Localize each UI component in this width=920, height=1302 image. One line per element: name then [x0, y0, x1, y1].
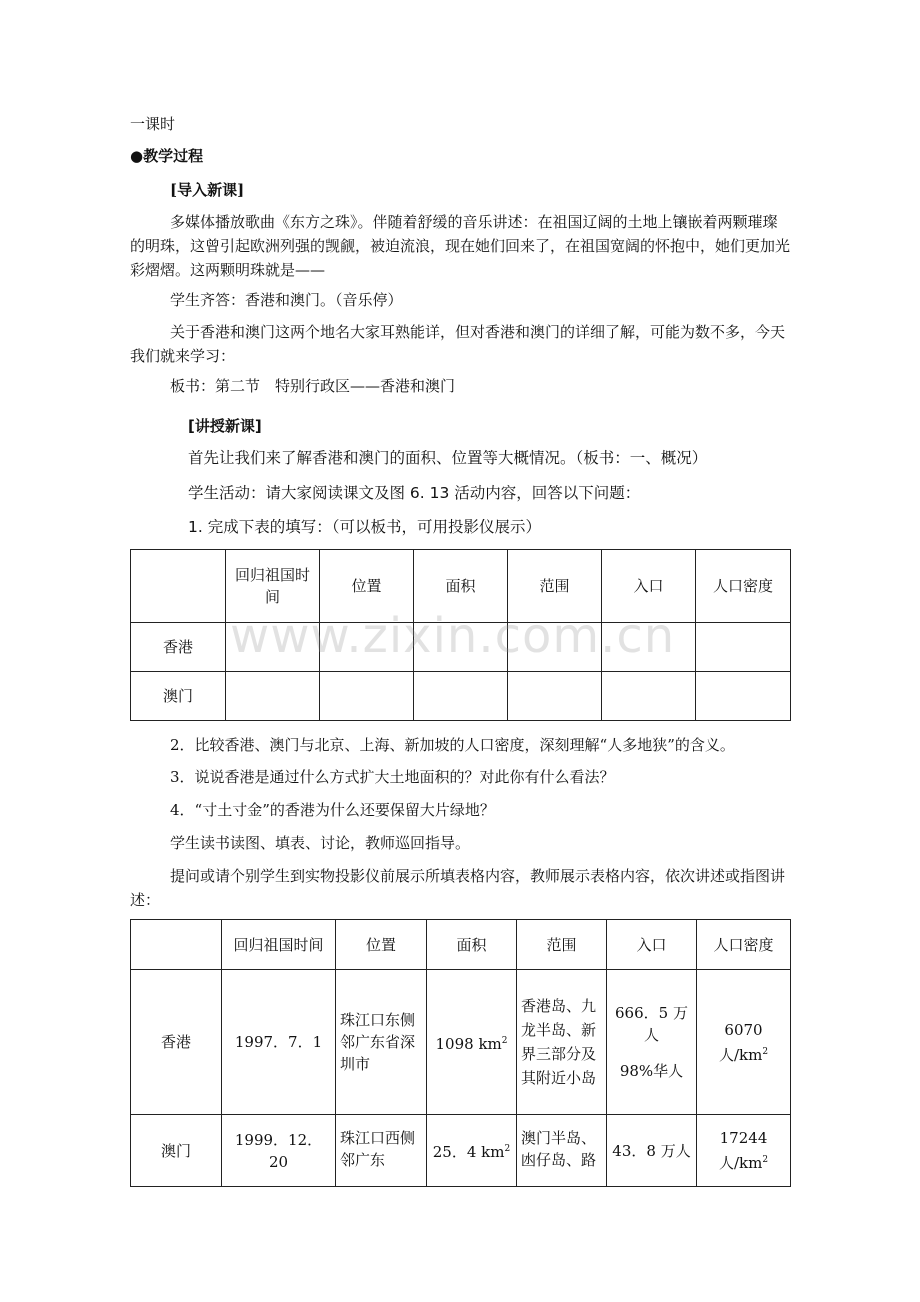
area-value: 25．4 km [432, 1143, 505, 1161]
table-header-cell [131, 920, 222, 970]
table-header-cell: 人口密度 [697, 920, 791, 970]
empty-cell [414, 623, 508, 672]
table-row-macau [131, 1115, 791, 1187]
lesson-paragraph-2: 学生活动：请大家阅读课文及图 6. 13 活动内容，回答以下问题： [188, 484, 641, 502]
empty-cell [508, 623, 602, 672]
intro-paragraph-2: 学生齐答：香港和澳门。（音乐停） [170, 291, 403, 309]
area-cell [427, 1115, 517, 1187]
empty-cell [226, 672, 320, 721]
intro-tag: [导入新课] [170, 181, 245, 199]
return-date-cell: 1997．7．1 [222, 970, 336, 1115]
superscript: 2 [504, 1144, 511, 1154]
scope-cell: 香港岛、九龙半岛、新界三部分及其附近小岛 [517, 970, 607, 1115]
table-header-cell: 人口密度 [696, 550, 791, 623]
filled-table [130, 919, 791, 1187]
empty-cell [414, 672, 508, 721]
empty-cell [602, 672, 696, 721]
table-header-cell: 回归祖国时间 [226, 550, 320, 623]
table-header-cell: 入口 [602, 550, 696, 623]
density-value: 6070 人/km [718, 1020, 763, 1064]
table-header-cell: 范围 [508, 550, 602, 623]
table-header-cell: 位置 [320, 550, 414, 623]
table-header-row [131, 550, 791, 623]
population-cell: 43．8 万人 [607, 1115, 697, 1187]
table-header-row [131, 920, 791, 970]
table-header-cell: 入口 [607, 920, 697, 970]
density-cell [697, 1115, 791, 1187]
density-cell [697, 970, 791, 1115]
intro-paragraph-1: 多媒体播放歌曲《东方之珠》。伴随着舒缓的音乐讲述：在祖国辽阔的土地上镶嵌着两颗璀璨的明珠，这曾引起欧洲列强的觊觎，被迫流浪，现在她们回来了，在祖国宽阔的怀抱中，她们更加光彩熠熠。这两颗明珠就是—— [130, 213, 791, 279]
superscript: 2 [501, 1035, 508, 1046]
density-value: 17244 人/km [718, 1129, 768, 1172]
table-row [131, 672, 791, 721]
population-note: 98%华人 [619, 1062, 684, 1080]
table-row [131, 623, 791, 672]
empty-cell [696, 623, 791, 672]
student-activity: 学生读书读图、填表、讨论，教师巡回指导。 [170, 834, 471, 852]
lesson-count: 一课时 [130, 115, 176, 133]
empty-cell [226, 623, 320, 672]
empty-cell [320, 623, 414, 672]
empty-cell [320, 672, 414, 721]
blackboard-title: 板书：第二节 特别行政区——香港和澳门 [170, 377, 456, 395]
table-header-cell: 范围 [517, 920, 607, 970]
row-label: 香港 [131, 970, 222, 1115]
lesson-tag: [讲授新课] [188, 417, 262, 435]
empty-cell [602, 623, 696, 672]
superscript: 2 [762, 1155, 769, 1165]
lesson-paragraph-3: 1. 完成下表的填写：（可以板书，可用投影仪展示） [188, 518, 541, 536]
table-header-cell: 面积 [414, 550, 508, 623]
table-header-cell: 面积 [427, 920, 517, 970]
population-value: 666．5 万人 [615, 1004, 688, 1044]
row-label: 澳门 [131, 672, 226, 721]
watermark: www.zixin.com.cn [230, 608, 676, 664]
row-label: 澳门 [131, 1115, 222, 1187]
location-cell: 珠江口西侧邻广东 [336, 1115, 427, 1187]
area-value: 1098 km [435, 1034, 502, 1053]
table-header-cell: 位置 [336, 920, 427, 970]
intro-paragraph-3: 关于香港和澳门这两个地名大家耳熟能详，但对香港和澳门的详细了解，可能为数不多，今天我们就来学习： [130, 323, 786, 365]
row-label: 香港 [131, 623, 226, 672]
area-cell [427, 970, 517, 1115]
blank-table [130, 549, 791, 721]
question-2: 2．比较香港、澳门与北京、上海、新加坡的人口密度，深刻理解“人多地狭”的含义。 [170, 736, 735, 754]
question-4: 4．“寸土寸金”的香港为什么还要保留大片绿地？ [170, 801, 495, 819]
question-3: 3．说说香港是通过什么方式扩大土地面积的？对此你有什么看法？ [170, 768, 615, 786]
return-date-cell: 1999．12．20 [222, 1115, 336, 1187]
table-header-cell [131, 550, 226, 623]
section-heading-process: ●教学过程 [130, 147, 204, 165]
empty-cell [508, 672, 602, 721]
location-cell: 珠江口东侧邻广东省深圳市 [336, 970, 427, 1115]
presentation-paragraph: 提问或请个别学生到实物投影仪前展示所填表格内容，教师展示表格内容，依次讲述或指图讲述： [130, 867, 786, 909]
superscript: 2 [762, 1046, 769, 1057]
table-header-cell: 回归祖国时间 [222, 920, 336, 970]
empty-cell [696, 672, 791, 721]
table-row-hongkong [131, 970, 791, 1115]
lesson-paragraph-1: 首先让我们来了解香港和澳门的面积、位置等大概情况。（板书：一、概况） [188, 449, 708, 467]
scope-cell: 澳门半岛、凼仔岛、路 [517, 1115, 607, 1187]
population-cell [607, 970, 697, 1115]
